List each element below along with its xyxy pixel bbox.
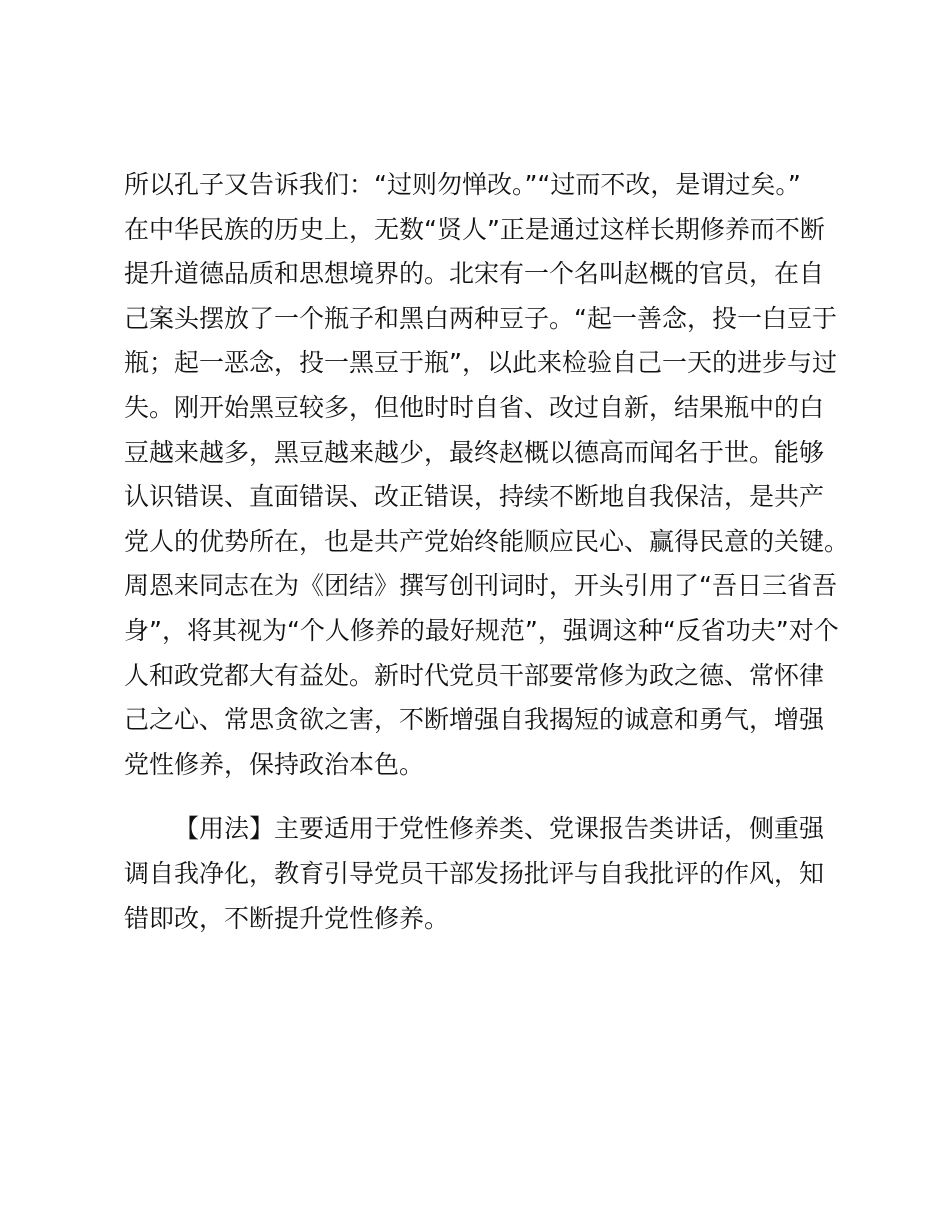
- text-line: 身”，将其视为“个人修养的最好规范”，强调这种“反省功夫”对个: [124, 615, 839, 645]
- text-line: 己案头摆放了一个瓶子和黑白两种豆子。“起一善念，投一白豆于: [124, 303, 837, 333]
- text-line: 错即改，不断提升党性修养。: [124, 903, 450, 933]
- text-line: 提升道德品质和思想境界的。北宋有一个名叫赵概的官员，在自: [124, 259, 825, 289]
- paragraph-1: [124, 163, 850, 787]
- text-line: 在中华民族的历史上，无数“贤人”正是通过这样长期修养而不断: [124, 214, 825, 244]
- text-line: 人和政党都大有益处。新时代党员干部要常修为政之德、常怀律: [124, 660, 825, 690]
- text-line: 调自我净化，教育引导党员干部发扬批评与自我批评的作风，知: [124, 858, 825, 888]
- document-body: [124, 163, 850, 941]
- text-line: 认识错误、直面错误、改正错误，持续不断地自我保洁，是共产: [124, 482, 825, 512]
- text-line: 瓶；起一恶念，投一黑豆于瓶”，以此来检验自己一天的进步与过: [124, 348, 837, 378]
- text-line: 失。刚开始黑豆较多，但他时时自省、改过自新，结果瓶中的白: [124, 392, 825, 422]
- paragraph-spacer: [124, 787, 844, 807]
- text-line: 豆越来越多，黑豆越来越少，最终赵概以德高而闻名于世。能够: [124, 437, 825, 467]
- text-line: 所以孔子又告诉我们：“过则勿惮改。”“过而不改，是谓过矣。”: [124, 170, 801, 199]
- text-line: 党性修养，保持政治本色。: [124, 749, 425, 779]
- text-line: 周恩来同志在为《团结》撰写创刊词时，开头引用了“吾日三省吾: [124, 571, 837, 601]
- text-line: 【用法】主要适用于党性修养类、党课报告类讲话，侧重强: [174, 814, 825, 844]
- text-line: 己之心、常思贪欲之害，不断增强自我揭短的诚意和勇气，增强: [124, 705, 825, 735]
- text-line: 党人的优势所在，也是共产党始终能顺应民心、赢得民意的关键。: [124, 526, 850, 556]
- paragraph-2-usage: [124, 807, 844, 941]
